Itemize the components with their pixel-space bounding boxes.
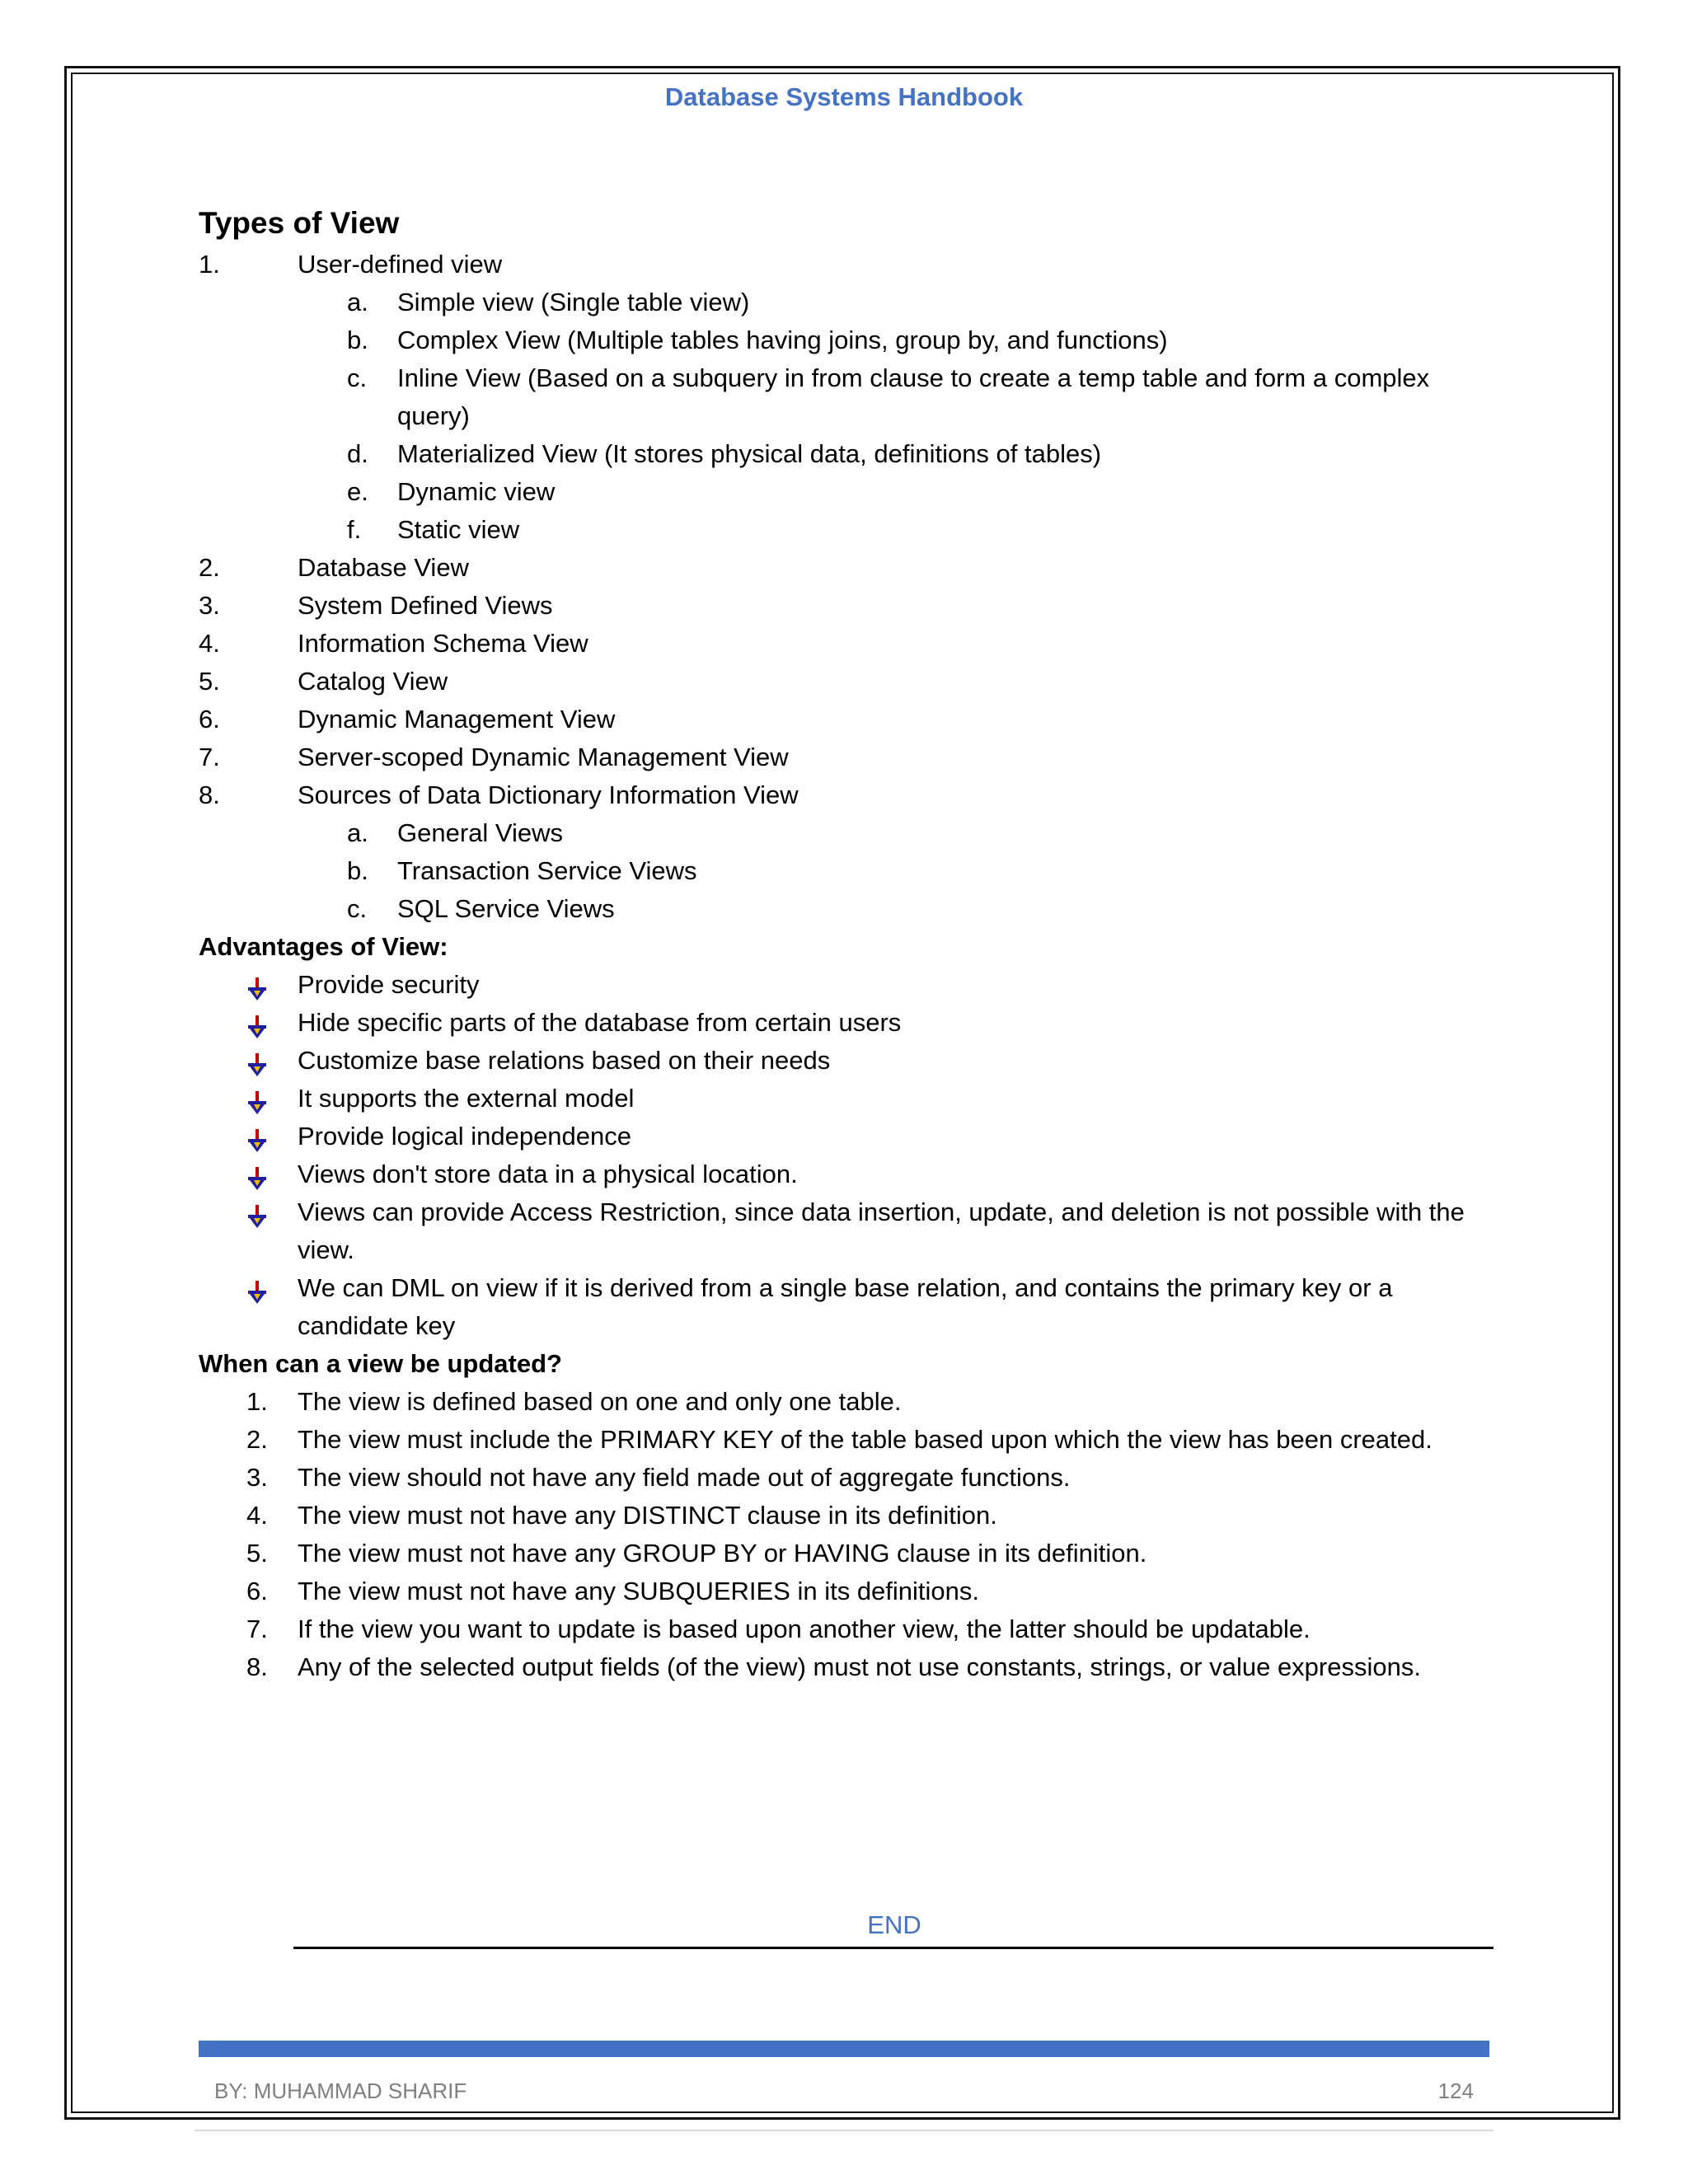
updated-heading: When can a view be updated? [199,1349,562,1378]
sub-list-text: query) [397,401,470,430]
sub-list-letter: a. [347,288,368,316]
bullet-text: Hide specific parts of the database from certain users [298,1008,902,1037]
rule-number: 3. [246,1463,268,1492]
arrow-bullet-icon [246,1277,268,1300]
end-rule [293,1947,1493,1949]
footer-author: BY: MUHAMMAD SHARIF [214,2079,467,2103]
arrow-bullet-icon [246,973,268,996]
bullet-text: candidate key [298,1311,456,1340]
list-number: 7. [199,743,220,771]
list-item [199,663,1501,701]
sub-list-text: Complex View (Multiple tables having joins, group by, and functions) [397,326,1168,354]
arrow-bullet-icon [246,1087,268,1110]
sub-list-letter: b. [347,326,368,354]
list-item [199,246,1501,284]
list-text: Information Schema View [298,629,588,658]
sub-list-item [199,890,1501,928]
list-number: 8. [199,780,220,809]
bullet-item [199,1004,1501,1042]
list-number: 6. [199,705,220,733]
advantages-list [199,966,1501,1345]
rule-number: 2. [246,1425,268,1454]
bullet-item [199,966,1501,1004]
list-number: 4. [199,629,220,658]
sub-list-text: Simple view (Single table view) [397,288,750,316]
bullet-item [199,1193,1501,1231]
rule-text: If the view you want to update is based upon another view, the latter should be updatable. [298,1615,1311,1643]
sub-list-text: Static view [397,515,520,544]
bullet-text: Customize base relations based on their needs [298,1046,831,1075]
list-number: 3. [199,591,220,620]
sub-list-text: Transaction Service Views [397,856,697,885]
sub-list-item [199,511,1501,549]
rule-item [199,1535,1501,1572]
update-rules-list [199,1383,1501,1686]
arrow-bullet-icon [246,1125,268,1148]
arrow-bullet-icon [246,1011,268,1034]
bullet-text: view. [298,1235,354,1264]
end-text: END [867,1910,921,1939]
rule-number: 4. [246,1501,268,1530]
bullet-item [199,1118,1501,1155]
sub-list-letter: c. [347,894,368,923]
sub-list-letter: c. [347,363,368,392]
rule-number: 7. [246,1615,268,1643]
bullet-item [199,1042,1501,1080]
rule-text: Any of the selected output fields (of the view) must not use constants, strings, or value expressions. [298,1652,1421,1681]
sub-list-text: Materialized View (It stores physical data, definitions of tables) [397,439,1102,468]
types-heading: Types of View [199,206,400,240]
list-text: Database View [298,553,469,582]
list-text: System Defined Views [298,591,553,620]
rule-item [199,1383,1501,1421]
sub-list-item [199,814,1501,852]
bullet-item [199,1155,1501,1193]
sub-list-text: SQL Service Views [397,894,615,923]
rule-item [199,1421,1501,1459]
sub-list-letter: f. [347,515,362,544]
rule-text: The view must not have any GROUP BY or HAVING clause in its definition. [298,1539,1147,1568]
rule-text: The view must not have any SUBQUERIES in its definitions. [298,1577,980,1605]
list-text: Sources of Data Dictionary Information View [298,780,799,809]
list-number: 1. [199,250,220,279]
arrow-bullet-icon [246,1049,268,1072]
arrow-bullet-icon [246,1163,268,1186]
sub-list-text: Dynamic view [397,477,556,506]
bullet-text: Views can provide Access Restriction, since data insertion, update, and deletion is not possible with the [298,1197,1465,1226]
rule-text: The view must include the PRIMARY KEY of the table based upon which the view has been created. [298,1425,1432,1454]
list-text: Server-scoped Dynamic Management View [298,743,789,771]
sub-list-letter: d. [347,439,368,468]
rule-item [199,1610,1501,1648]
rule-item [199,1459,1501,1497]
sub-list-item [199,321,1501,359]
list-text: Dynamic Management View [298,705,616,733]
rule-number: 5. [246,1539,268,1568]
sub-list-text: Inline View (Based on a subquery in from clause to create a temp table and form a complex [397,363,1430,392]
rule-text: The view is defined based on one and only one table. [298,1387,902,1416]
bullet-item [199,1231,1501,1269]
bullet-text: Provide security [298,970,480,999]
rule-item [199,1497,1501,1535]
bullet-text: Provide logical independence [298,1122,632,1151]
list-text: Catalog View [298,667,448,696]
sub-list-item [199,435,1501,473]
list-number: 2. [199,553,220,582]
advantages-heading: Advantages of View: [199,932,448,961]
list-item [199,549,1501,587]
list-item [199,701,1501,738]
bullet-item [199,1269,1501,1307]
sub-list-text: General Views [397,818,564,847]
list-item [199,625,1501,663]
sub-list-letter: e. [347,477,368,506]
list-number: 5. [199,667,220,696]
rule-number: 1. [246,1387,268,1416]
bullet-item [199,1307,1501,1345]
sub-list-item [199,359,1501,397]
page-number: 124 [1437,2079,1474,2103]
bottom-rule [195,2130,1493,2131]
rule-text: The view must not have any DISTINCT clause in its definition. [298,1501,997,1530]
rule-number: 6. [246,1577,268,1605]
rule-number: 8. [246,1652,268,1681]
sub-list-continuation [199,397,1501,435]
bullet-text: It supports the external model [298,1084,635,1113]
bullet-text: Views don't store data in a physical location. [298,1160,798,1188]
sub-list-item [199,852,1501,890]
header-title: Database Systems Handbook [664,82,1024,111]
sub-list-item [199,284,1501,321]
sub-list-letter: a. [347,818,368,847]
rule-text: The view should not have any field made out of aggregate functions. [298,1463,1071,1492]
footer-bar [199,2041,1489,2057]
sub-list-letter: b. [347,856,368,885]
sub-list-item [199,473,1501,511]
rule-item [199,1648,1501,1686]
arrow-bullet-icon [246,1201,268,1224]
rule-item [199,1572,1501,1610]
bullet-item [199,1080,1501,1118]
list-text: User-defined view [298,250,503,279]
list-item [199,776,1501,814]
list-item [199,738,1501,776]
page-content [199,201,1501,1686]
bullet-text: We can DML on view if it is derived from a single base relation, and contains the primary key or a [298,1273,1393,1302]
list-item [199,587,1501,625]
